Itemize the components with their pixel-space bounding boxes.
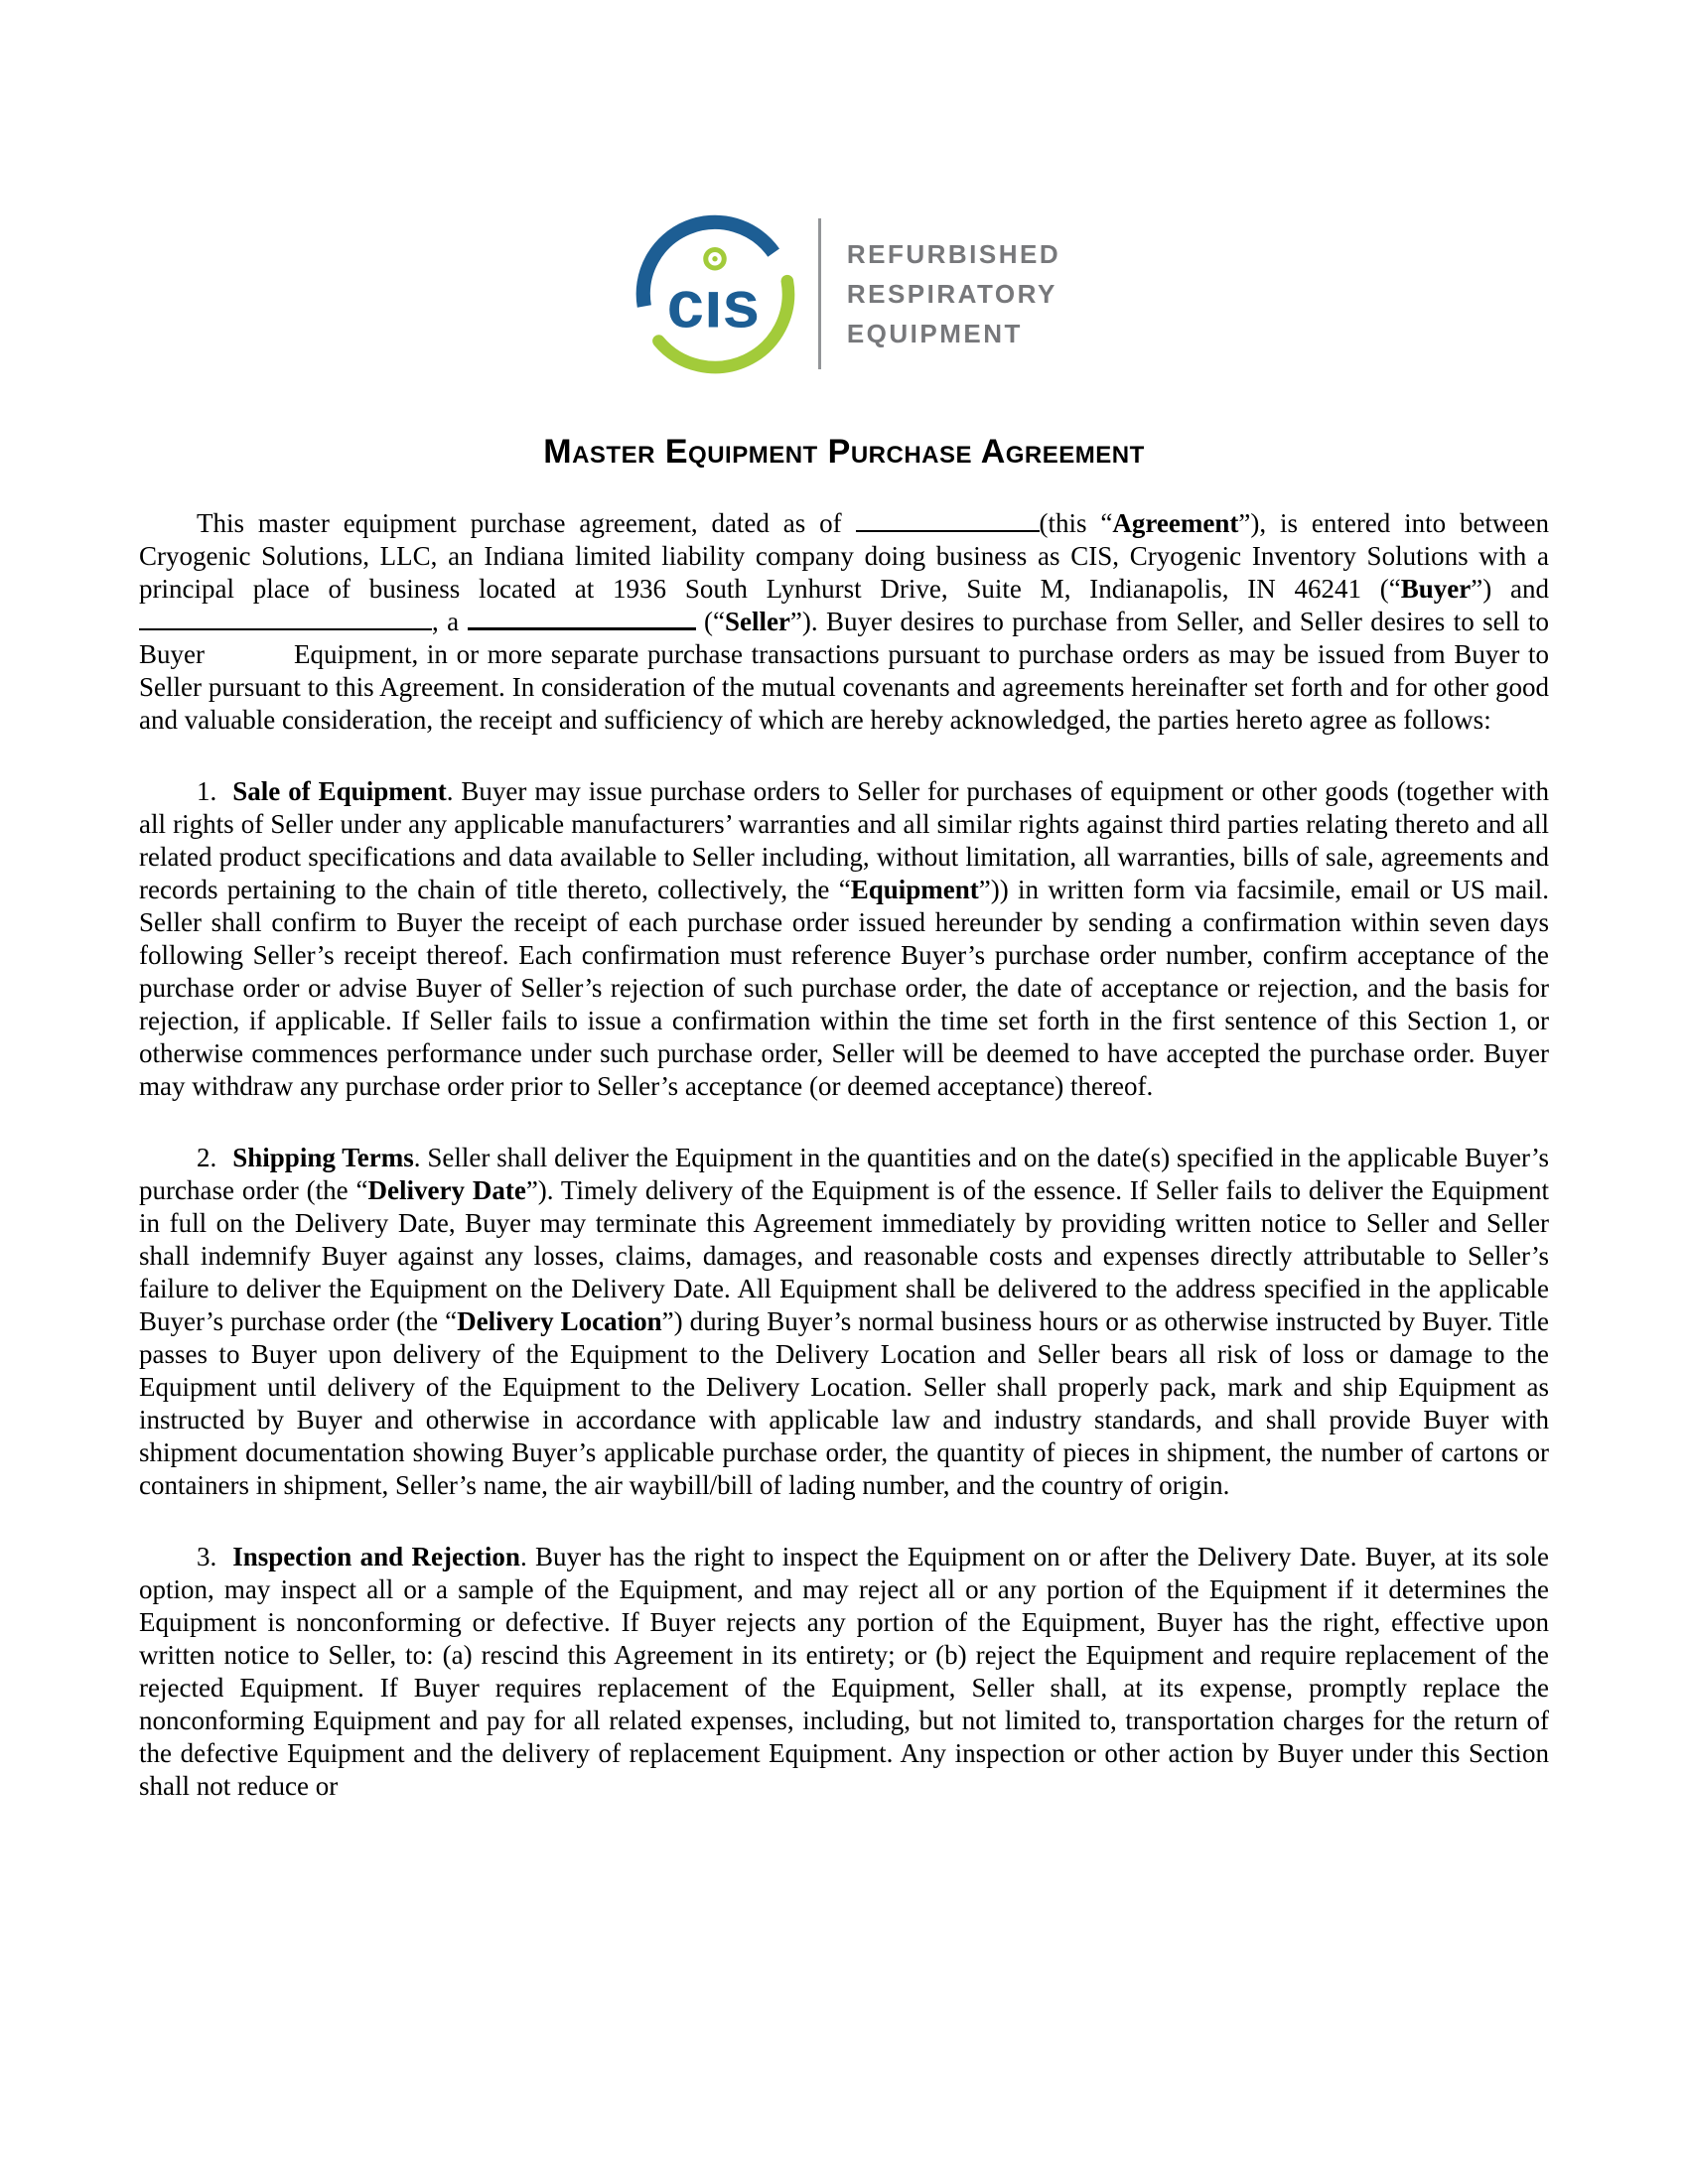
defined-term: Delivery Location: [457, 1306, 662, 1336]
defined-term: Agreement: [1112, 508, 1239, 538]
document-body: [139, 507, 1549, 1803]
fill-in-blank: [856, 510, 1040, 532]
body-text: ”), is entered into between Cryogenic Solutions, LLC, an Indiana limited liability company doing business as CIS, Cryogenic Inventory Solutions with a principal place of business located at 1936 South Lynhurst Drive, Suite M, Indianapolis, IN 46241 (“: [139, 508, 1549, 604]
section-number: 3.: [197, 1542, 217, 1571]
body-text: This master equipment purchase agreement, dated as of: [197, 508, 856, 538]
section-heading: Shipping Terms: [232, 1143, 414, 1172]
cis-logo-icon: [628, 210, 802, 377]
body-text: , a: [432, 607, 468, 636]
body-text: ”)) in written form via facsimile, email or US mail. Seller shall confirm to Buyer the receipt of each purchase order issued hereunder by sending a confirmation within seven days following Seller’s receipt thereof. Each confirmation must reference Buyer’s purchase order number, confirm acceptance of the purchase order or advise Buyer of Seller’s rejection of such purchase order, the date of acceptance or rejection, and the basis for rejection, if applicable. If Seller fails to issue a confirmation within the time set forth in the first sentence of this Section 1, or otherwise commences performance under such purchase order, Seller will be deemed to have accepted the purchase order. Buyer may withdraw any purchase order prior to Seller’s acceptance (or deemed acceptance) thereof.: [139, 875, 1549, 1101]
fill-in-blank: [139, 609, 432, 630]
document-title: Master Equipment Purchase Agreement: [543, 433, 1145, 471]
defined-term: Seller: [724, 607, 790, 636]
body-text: (“: [695, 607, 725, 636]
section-number: 2.: [197, 1143, 217, 1172]
body-text: Equipment, in or more separate purchase transactions pursuant to purchase orders as may be issued from Buyer to Seller pursuant to this Agreement. In consideration of the mutual covenants and agreements hereinafter set forth and for other good and valuable consideration, the receipt and sufficiency of which are hereby acknowledged, the parties hereto agree as follows:: [139, 639, 1549, 735]
company-logo: [0, 0, 1688, 377]
body-text: ”) during Buyer’s normal business hours or as otherwise instructed by Buyer. Title passes to Buyer upon delivery of the Equipment to the Delivery Location and Seller bears all risk of loss or damage to the Equipment until delivery of the Equipment to the Delivery Location. Seller shall properly pack, mark and ship Equipment as instructed by Buyer and otherwise in accordance with applicable law and industry standards, and shall provide Buyer with shipment documentation showing Buyer’s applicable purchase order, the quantity of pieces in shipment, the number of cartons or containers in shipment, Seller’s name, the air waybill/bill of lading number, and the country of origin.: [139, 1306, 1549, 1500]
logo-divider: [818, 218, 821, 369]
body-text: (this “: [1039, 508, 1113, 538]
logo-tagline-line: REFURBISHED: [846, 239, 1061, 269]
defined-term: Equipment: [850, 875, 979, 904]
section-3: [139, 1541, 1549, 1803]
defined-term: Buyer: [1400, 574, 1472, 604]
intro-paragraph: [139, 507, 1549, 737]
body-text: . Buyer may issue purchase orders to Seller for purchases of equipment or other goods (together with all rights of Seller under any applicable manufacturers’ warranties and all similar rights against third parties relating thereto and all related product specifications and data available to Seller including, without limitation, all warranties, bills of sale, agreements and records pertaining to the chain of title thereto, collectively, the “: [139, 776, 1549, 904]
body-text: ”). Buyer desires to purchase from Seller, and Seller desires to sell to Buyer: [139, 607, 1549, 669]
body-text: . Buyer has the right to inspect the Equipment on or after the Delivery Date. Buyer, at its sole option, may inspect all or a sample of the Equipment, and may reject all or any portion of the Equipment if it determines the Equipment is nonconforming or defective. If Buyer rejects any portion of the Equipment, Buyer has the right, effective upon written notice to Seller, to: (a) rescind this Agreement in its entirety; or (b) reject the Equipment and require replacement of the rejected Equipment. If Buyer requires replacement of the Equipment, Seller shall, at its expense, promptly replace the nonconforming Equipment and pay for all related expenses, including, but not limited to, transportation charges for the return of the defective Equipment and the delivery of replacement Equipment. Any inspection or other action by Buyer under this Section shall not reduce or: [139, 1542, 1549, 1801]
body-text: . Seller shall deliver the Equipment in the quantities and on the date(s) specified in the applicable Buyer’s purchase order (the “: [139, 1143, 1550, 1205]
defined-term: Delivery Date: [367, 1175, 526, 1205]
blank-gap: [205, 662, 294, 663]
logo-acronym-text: cıs: [666, 267, 760, 342]
logo-tagline: [847, 234, 1060, 353]
logo-tagline-line: EQUIPMENT: [846, 319, 1023, 348]
section-heading: Inspection and Rejection: [232, 1542, 520, 1571]
section-2: [139, 1142, 1549, 1502]
logo-i-dot-center: [712, 256, 717, 261]
logo-tagline-line: RESPIRATORY: [846, 279, 1057, 309]
body-text: ”). Timely delivery of the Equipment is of the essence. If Seller fails to deliver the Equipment in full on the Delivery Date, Buyer may terminate this Agreement immediately by providing written notice to Seller and Seller shall indemnify Buyer against any losses, claims, damages, and reasonable costs and expenses directly attributable to Seller’s failure to deliver the Equipment on the Delivery Date. All Equipment shall be delivered to the address specified in the applicable Buyer’s purchase order (the “: [139, 1175, 1549, 1336]
section-1: [139, 775, 1549, 1103]
body-text: ”) and: [1471, 574, 1550, 604]
section-heading: Sale of Equipment: [232, 776, 447, 806]
section-number: 1.: [197, 776, 217, 806]
fill-in-blank: [468, 608, 696, 630]
